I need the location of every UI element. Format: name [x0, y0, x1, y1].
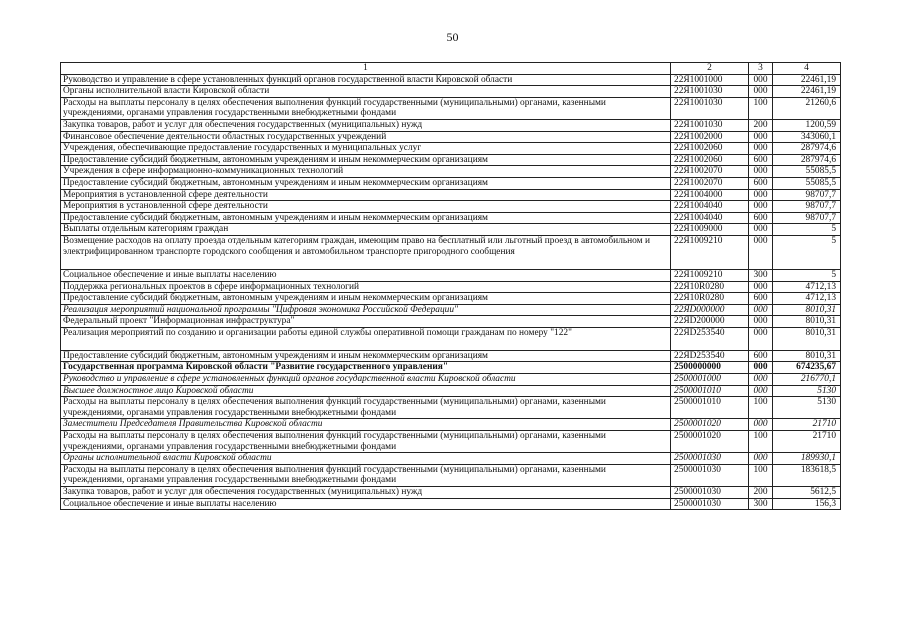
table-row	[61, 362, 841, 374]
row-amount-cell: 21710	[773, 431, 841, 453]
table-row	[61, 74, 841, 86]
row-code-cell: 22Я1009210	[671, 235, 749, 269]
table-row	[61, 224, 841, 236]
row-amount-cell: 22461,19	[773, 74, 841, 86]
row-code-cell: 2500001000	[671, 374, 749, 386]
row-amount-cell: 5130	[773, 385, 841, 397]
row-amount-cell: 4712,13	[773, 281, 841, 293]
row-name-cell: Государственная программа Кировской области "Развитие государственного управления"	[61, 362, 671, 374]
row-code-cell: 22Я1002070	[671, 166, 749, 178]
row-amount-cell: 21710	[773, 419, 841, 431]
row-code-cell: 22Я1002070	[671, 177, 749, 189]
row-kind-cell: 000	[749, 189, 773, 201]
table-row	[61, 464, 841, 486]
row-name-cell: Поддержка региональных проектов в сфере информационных технологий	[61, 281, 671, 293]
row-amount-cell: 156,3	[773, 498, 841, 510]
row-code-cell: 2500000000	[671, 362, 749, 374]
row-kind-cell: 100	[749, 397, 773, 419]
row-code-cell: 22ЯD200000	[671, 316, 749, 328]
row-name-cell: Предоставление субсидий бюджетным, автономным учреждениям и иным некоммерческим организациям	[61, 212, 671, 224]
row-kind-cell: 000	[749, 281, 773, 293]
row-amount-cell: 98707,7	[773, 201, 841, 213]
row-amount-cell: 343060,1	[773, 131, 841, 143]
row-kind-cell: 000	[749, 224, 773, 236]
table-row	[61, 177, 841, 189]
row-kind-cell: 200	[749, 487, 773, 499]
row-code-cell: 22Я1009000	[671, 224, 749, 236]
table-row	[61, 431, 841, 453]
row-name-cell: Расходы на выплаты персоналу в целях обеспечения выполнения функций государственными (муниципальными) органами, казенными учреждениями, органами управления государственными внебюджетными фондами	[61, 97, 671, 119]
row-amount-cell: 5130	[773, 397, 841, 419]
table-row	[61, 212, 841, 224]
row-code-cell: 22Я1004040	[671, 201, 749, 213]
row-kind-cell: 000	[749, 74, 773, 86]
row-code-cell: 2500001030	[671, 464, 749, 486]
row-kind-cell: 000	[749, 143, 773, 155]
row-name-cell: Предоставление субсидий бюджетным, автономным учреждениям и иным некоммерческим организациям	[61, 177, 671, 189]
row-name-cell: Реализация мероприятий национальной программы "Цифровая экономика Российской Федерации"	[61, 304, 671, 316]
row-code-cell: 22ЯD253540	[671, 327, 749, 350]
table-row	[61, 269, 841, 281]
row-kind-cell: 100	[749, 431, 773, 453]
table-row	[61, 350, 841, 362]
row-amount-cell: 287974,6	[773, 154, 841, 166]
table-row	[61, 293, 841, 305]
row-code-cell: 22Я1004000	[671, 189, 749, 201]
table-row	[61, 97, 841, 119]
table-row	[61, 86, 841, 98]
row-amount-cell: 1200,59	[773, 119, 841, 131]
row-name-cell: Предоставление субсидий бюджетным, автономным учреждениям и иным некоммерческим организациям	[61, 350, 671, 362]
row-name-cell: Расходы на выплаты персоналу в целях обеспечения выполнения функций государственными (муниципальными) органами, казенными учреждениями, органами управления государственными внебюджетными фондами	[61, 397, 671, 419]
row-amount-cell: 189930,1	[773, 453, 841, 465]
row-amount-cell: 8010,31	[773, 350, 841, 362]
row-code-cell: 22Я1002060	[671, 154, 749, 166]
row-code-cell: 22Я1009210	[671, 269, 749, 281]
row-amount-cell: 5	[773, 235, 841, 269]
row-amount-cell: 98707,7	[773, 189, 841, 201]
table-row	[61, 143, 841, 155]
row-kind-cell: 600	[749, 350, 773, 362]
row-amount-cell: 8010,31	[773, 327, 841, 350]
row-amount-cell: 8010,31	[773, 316, 841, 328]
table-header-row	[61, 63, 841, 75]
row-name-cell: Социальное обеспечение и иные выплаты населению	[61, 269, 671, 281]
row-kind-cell: 000	[749, 86, 773, 98]
row-kind-cell: 200	[749, 119, 773, 131]
row-code-cell: 22ЯD253540	[671, 350, 749, 362]
row-name-cell: Расходы на выплаты персоналу в целях обеспечения выполнения функций государственными (муниципальными) органами, казенными учреждениями, органами управления государственными внебюджетными фондами	[61, 464, 671, 486]
header-col-kind: 3	[749, 63, 773, 75]
row-code-cell: 22Я1002060	[671, 143, 749, 155]
row-name-cell: Учреждения в сфере информационно-коммуникационных технологий	[61, 166, 671, 178]
row-name-cell: Предоставление субсидий бюджетным, автономным учреждениям и иным некоммерческим организациям	[61, 154, 671, 166]
row-name-cell: Закупка товаров, работ и услуг для обеспечения государственных (муниципальных) нужд	[61, 487, 671, 499]
row-amount-cell: 5	[773, 224, 841, 236]
row-code-cell: 22Я1001030	[671, 119, 749, 131]
row-amount-cell: 21260,6	[773, 97, 841, 119]
row-code-cell: 2500001030	[671, 487, 749, 499]
table-row	[61, 166, 841, 178]
row-kind-cell: 000	[749, 419, 773, 431]
row-code-cell: 2500001020	[671, 419, 749, 431]
table-row	[61, 374, 841, 386]
row-kind-cell: 000	[749, 235, 773, 269]
row-kind-cell: 000	[749, 316, 773, 328]
row-amount-cell: 674235,67	[773, 362, 841, 374]
row-code-cell: 22Я10R0280	[671, 281, 749, 293]
row-code-cell: 22Я1001030	[671, 86, 749, 98]
row-name-cell: Социальное обеспечение и иные выплаты населению	[61, 498, 671, 510]
row-name-cell: Мероприятия в установленной сфере деятельности	[61, 201, 671, 213]
row-kind-cell: 000	[749, 374, 773, 386]
row-name-cell: Выплаты отдельным категориям граждан	[61, 224, 671, 236]
table-row	[61, 316, 841, 328]
row-amount-cell: 55085,5	[773, 177, 841, 189]
table-row	[61, 385, 841, 397]
row-kind-cell: 600	[749, 177, 773, 189]
row-amount-cell: 22461,19	[773, 86, 841, 98]
row-amount-cell: 287974,6	[773, 143, 841, 155]
row-name-cell: Мероприятия в установленной сфере деятельности	[61, 189, 671, 201]
row-name-cell: Учреждения, обеспечивающие предоставление государственных и муниципальных услуг	[61, 143, 671, 155]
header-col-code: 2	[671, 63, 749, 75]
row-code-cell: 22Я1004040	[671, 212, 749, 224]
row-kind-cell: 000	[749, 304, 773, 316]
row-name-cell: Руководство и управление в сфере установленных функций органов государственной власти Кировской области	[61, 74, 671, 86]
header-col-name: 1	[61, 63, 671, 75]
header-col-amount: 4	[773, 63, 841, 75]
table-row	[61, 498, 841, 510]
row-kind-cell: 300	[749, 498, 773, 510]
row-amount-cell: 55085,5	[773, 166, 841, 178]
row-name-cell: Финансовое обеспечение деятельности областных государственных учреждений	[61, 131, 671, 143]
row-kind-cell: 000	[749, 385, 773, 397]
row-code-cell: 2500001030	[671, 453, 749, 465]
row-kind-cell: 000	[749, 327, 773, 350]
row-code-cell: 2500001030	[671, 498, 749, 510]
row-kind-cell: 000	[749, 131, 773, 143]
row-kind-cell: 000	[749, 453, 773, 465]
table-row	[61, 281, 841, 293]
row-name-cell: Органы исполнительной власти Кировской области	[61, 86, 671, 98]
table-row	[61, 119, 841, 131]
budget-table	[60, 62, 841, 510]
row-kind-cell: 600	[749, 293, 773, 305]
row-code-cell: 22Я10R0280	[671, 293, 749, 305]
table-row	[61, 201, 841, 213]
table-row	[61, 327, 841, 350]
row-name-cell: Заместители Председателя Правительства Кировской области	[61, 419, 671, 431]
row-kind-cell: 600	[749, 212, 773, 224]
row-code-cell: 22Я1002000	[671, 131, 749, 143]
row-name-cell: Руководство и управление в сфере установленных функций органов государственной власти Кировской области	[61, 374, 671, 386]
row-name-cell: Расходы на выплаты персоналу в целях обеспечения выполнения функций государственными (муниципальными) органами, казенными учреждениями, органами управления государственными внебюджетными фондами	[61, 431, 671, 453]
row-amount-cell: 4712,13	[773, 293, 841, 305]
page-number: 50	[446, 30, 459, 44]
row-amount-cell: 183618,5	[773, 464, 841, 486]
row-kind-cell: 000	[749, 201, 773, 213]
row-amount-cell: 216770,1	[773, 374, 841, 386]
row-amount-cell: 5	[773, 269, 841, 281]
table-row	[61, 131, 841, 143]
table-row	[61, 487, 841, 499]
row-name-cell: Реализация мероприятий по созданию и организации работы единой службы оперативной помощи гражданам по номеру "122"	[61, 327, 671, 350]
row-code-cell: 22ЯD000000	[671, 304, 749, 316]
row-code-cell: 22Я1001030	[671, 97, 749, 119]
row-code-cell: 22Я1001000	[671, 74, 749, 86]
row-kind-cell: 000	[749, 166, 773, 178]
table-row	[61, 154, 841, 166]
table-row	[61, 304, 841, 316]
row-kind-cell: 300	[749, 269, 773, 281]
row-name-cell: Высшее должностное лицо Кировской области	[61, 385, 671, 397]
row-amount-cell: 8010,31	[773, 304, 841, 316]
table-row	[61, 189, 841, 201]
row-kind-cell: 600	[749, 154, 773, 166]
row-name-cell: Предоставление субсидий бюджетным, автономным учреждениям и иным некоммерческим организациям	[61, 293, 671, 305]
row-kind-cell: 100	[749, 97, 773, 119]
row-name-cell: Федеральный проект "Информационная инфраструктура"	[61, 316, 671, 328]
table-row	[61, 453, 841, 465]
row-name-cell: Органы исполнительной власти Кировской области	[61, 453, 671, 465]
row-amount-cell: 5612,5	[773, 487, 841, 499]
row-name-cell: Возмещение расходов на оплату проезда отдельным категориям граждан, имеющим право на бесплатный или льготный проезд в автомобильном и электрифицированном транспорте городского сообщения и автомобильном транспорте пригородного сообщения	[61, 235, 671, 269]
table-row	[61, 397, 841, 419]
row-kind-cell: 100	[749, 464, 773, 486]
table-row	[61, 419, 841, 431]
row-amount-cell: 98707,7	[773, 212, 841, 224]
row-name-cell: Закупка товаров, работ и услуг для обеспечения государственных (муниципальных) нужд	[61, 119, 671, 131]
row-code-cell: 2500001010	[671, 385, 749, 397]
row-code-cell: 2500001020	[671, 431, 749, 453]
row-code-cell: 2500001010	[671, 397, 749, 419]
row-kind-cell: 000	[749, 362, 773, 374]
table-row	[61, 235, 841, 269]
